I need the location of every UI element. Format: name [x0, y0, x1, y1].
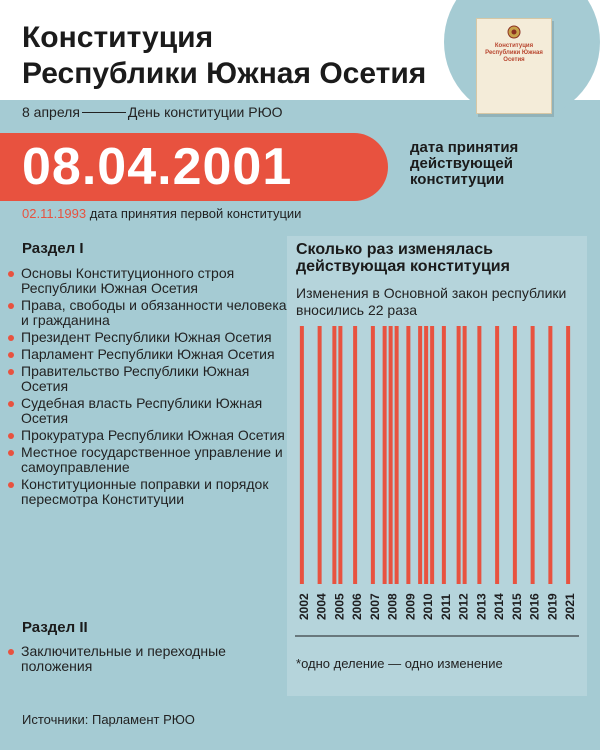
amendment-bar [389, 326, 393, 584]
constitution-book-image [476, 18, 552, 114]
amendment-bar [463, 326, 467, 584]
section-item: Судебная власть Республики Южная Осетия [8, 396, 293, 426]
amendment-bar [457, 326, 461, 584]
chart-title: Сколько раз изменялась действующая конституция [296, 241, 510, 275]
year-tick-label: 2007 [367, 593, 382, 620]
section-item: Основы Конституционного строя Республики Южная Осетия [8, 266, 293, 296]
title-line-2: Республики Южная Осетия [22, 57, 427, 90]
year-tick-label: 2009 [403, 593, 418, 620]
year-tick-label: 2004 [314, 593, 329, 620]
amendment-bar [477, 326, 481, 584]
chart-subtitle: Изменения в Основной закон республики вносились 22 раза [296, 285, 567, 318]
bullet-icon [8, 352, 14, 358]
chart-note: *одно деление — одно изменение [296, 656, 503, 671]
amendment-bar [300, 326, 304, 584]
section-item: Конституционные поправки и порядок пересмотра Конституции [8, 477, 293, 507]
year-tick-label: 2014 [492, 593, 507, 620]
section-2-list [8, 644, 293, 676]
source-note: Источники: Парламент РЮО [22, 712, 195, 727]
year-tick-label: 2021 [563, 593, 578, 620]
first-constitution-caption: дата принятия первой конституции [89, 206, 302, 221]
amendment-bar [353, 326, 357, 584]
section-item: Местное государственное управление и самоуправление [8, 445, 293, 475]
title-line-1: Конституция [22, 21, 214, 54]
amendment-bar [548, 326, 552, 584]
amendments-chart [287, 320, 587, 650]
amendment-bar [424, 326, 428, 584]
first-constitution-date: 02.11.1993 [22, 206, 87, 221]
amendment-bar [406, 326, 410, 584]
year-tick-label: 2008 [385, 593, 400, 620]
year-tick-label: 2010 [421, 593, 436, 620]
section-item: Права, свободы и обязанности человека и гражданина [8, 298, 293, 328]
first-constitution-row [22, 206, 301, 221]
amendment-bar [495, 326, 499, 584]
bullet-icon [8, 401, 14, 407]
amendment-bar [395, 326, 399, 584]
constitution-day-date: 8 апреля [22, 104, 80, 120]
adoption-date: 08.04.2001 [22, 138, 293, 196]
section-item: Заключительные и переходные положения [8, 644, 293, 674]
bullet-icon [8, 303, 14, 309]
page-title [22, 20, 462, 92]
bullet-icon [8, 433, 14, 439]
amendment-bar [513, 326, 517, 584]
year-tick-label: 2006 [350, 593, 365, 620]
amendment-bar [566, 326, 570, 584]
year-tick-label: 2015 [509, 593, 524, 620]
year-tick-label: 2011 [438, 593, 453, 620]
bullet-icon [8, 271, 14, 277]
amendment-bar [442, 326, 446, 584]
bullet-icon [8, 335, 14, 341]
amendment-bar [418, 326, 422, 584]
year-tick-label: 2005 [332, 593, 347, 620]
amendment-bar [338, 326, 342, 584]
amendment-bar [371, 326, 375, 584]
year-tick-label: 2016 [527, 593, 542, 620]
section-title-2: Раздел II [22, 619, 88, 636]
year-tick-label: 2013 [474, 593, 489, 620]
section-item: Прокуратура Республики Южная Осетия [8, 428, 293, 443]
year-tick-label: 2002 [296, 593, 311, 620]
amendment-bar [531, 326, 535, 584]
bullet-icon [8, 482, 14, 488]
amendment-bar [430, 326, 434, 584]
dash-divider [82, 112, 126, 113]
section-title-1: Раздел I [22, 240, 84, 257]
amendment-bar [318, 326, 322, 584]
bullet-icon [8, 450, 14, 456]
amendment-bar [332, 326, 336, 584]
emblem-icon [507, 25, 521, 39]
section-item: Парламент Республики Южная Осетия [8, 347, 293, 362]
year-tick-label: 2019 [545, 593, 560, 620]
asterisk-icon: * [296, 656, 302, 671]
bullet-icon [8, 649, 14, 655]
amendment-bar [383, 326, 387, 584]
section-item: Правительство Республики Южная Осетия [8, 364, 293, 394]
adoption-date-caption: дата принятия действующей конституции [410, 139, 519, 188]
section-1-list [8, 266, 293, 509]
book-cover-text: Конституция Республики Южная Осетия [485, 43, 543, 63]
constitution-day-row [22, 102, 282, 122]
constitution-day-label: День конституции РЮО [127, 104, 283, 120]
year-tick-label: 2012 [456, 593, 471, 620]
section-item: Президент Республики Южная Осетия [8, 330, 293, 345]
bullet-icon [8, 369, 14, 375]
